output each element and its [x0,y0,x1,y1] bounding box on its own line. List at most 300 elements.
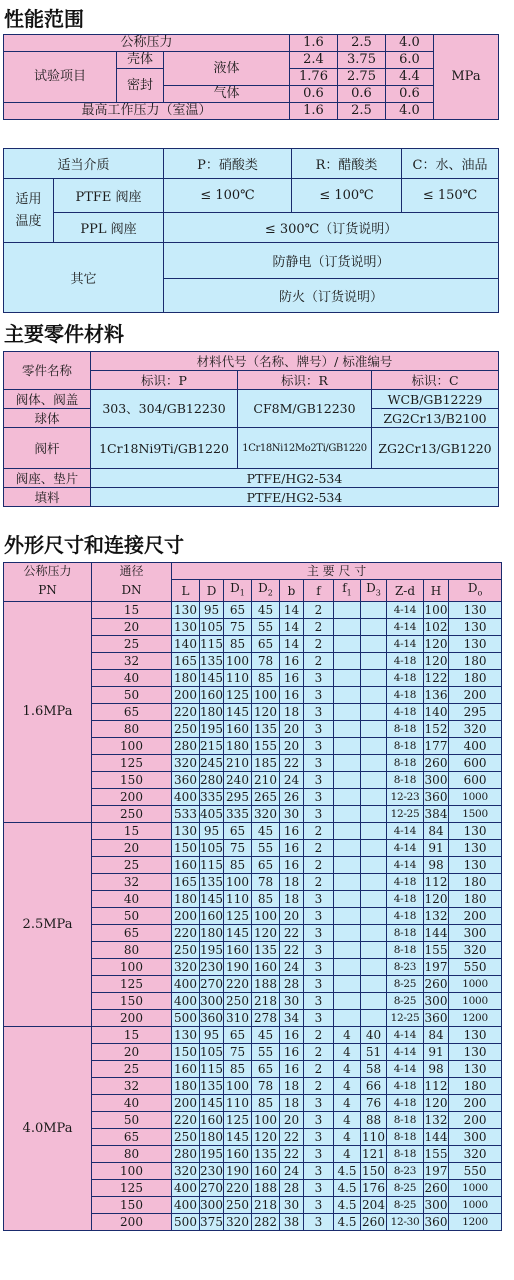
dim-cell: 4-18 [387,1095,424,1112]
dim-cell: 180 [172,891,200,908]
dim-cell: 145 [200,892,223,907]
dim-cell: 180 [449,1078,502,1095]
dim-cell: 300 [200,994,223,1009]
dim-cell: 2 [304,619,334,636]
dim-cell: 190 [224,1163,252,1180]
dim-cell: 105 [200,841,223,856]
dim-cell: 600 [449,755,502,772]
dim-cell: 14 [280,636,304,653]
pn-group-label: 4.0MPa [4,1027,92,1231]
dim-cell: 405 [200,807,223,822]
dim-cell [361,976,387,993]
dim-cell: 122 [424,671,448,686]
dim-cell: 195 [200,1147,223,1162]
dim-cell: 3 [304,1146,334,1163]
dn-cell: 40 [92,1095,172,1112]
dim-cell: 85 [252,1095,280,1112]
dim-cell: 16 [280,840,304,857]
dim-cell: 245 [200,756,223,771]
dim-cell: 375 [200,1215,223,1230]
dim-cell: 197 [424,960,448,975]
dim-cell: 100 [224,874,252,891]
dim-cell: 2 [304,602,334,619]
dim-cell: 160 [200,1113,223,1128]
dn-cell: 100 [92,738,172,755]
dim-col-header: b [280,580,304,602]
dn-cell: 25 [92,636,172,653]
dim-cell: 218 [252,993,280,1010]
dim-cell: 4 [334,1095,361,1112]
dim-cell: 18 [280,1078,304,1095]
dim-cell: 65 [224,1027,252,1044]
dim-cell: 200 [172,687,200,704]
dim-cell: 75 [224,840,252,857]
dim-cell: 195 [200,722,223,737]
dim-cell: 120 [252,704,280,721]
dim-cell: 78 [252,1078,280,1095]
dim-cell [361,687,387,704]
dim-cell [334,619,361,636]
dim-cell: 3 [304,1129,334,1146]
dim-cell: 270 [200,1181,223,1196]
dim-cell: 1000 [449,1197,502,1214]
dn-cell: 20 [92,619,172,636]
dim-cell [334,653,361,670]
dim-cell: 121 [362,1147,385,1162]
dim-cell: 8-18 [387,772,424,789]
antistatic-note: 防静电（订货说明） [164,243,499,279]
dim-cell: 34 [280,1010,304,1027]
dim-cell: 85 [224,636,252,653]
dim-cell: 180 [172,1078,200,1095]
dim-cell: 100 [224,653,252,670]
materials-table [3,351,499,507]
dim-cell: 26 [280,789,304,806]
dim-cell: 180 [224,738,252,755]
dim-cell: 85 [252,670,280,687]
dim-cell: 16 [280,670,304,687]
seat-gasket-label: 阀座、垫片 [4,469,91,488]
dim-cell: 18 [280,874,304,891]
dn-cell: 65 [92,1129,172,1146]
dim-cell: 3 [304,1197,334,1214]
dim-cell: 2 [304,1044,334,1061]
dim-cell: 88 [361,1112,387,1129]
dim-cell: 4-14 [387,1027,424,1044]
dim-cell: 4 [334,1044,361,1061]
dim-cell: 28 [280,1180,304,1197]
dim-cell: 65 [252,857,280,874]
dim-cell: 220 [172,1112,200,1129]
ppl-temp: ≤ 300℃（订货说明） [164,213,499,243]
dim-cell: 28 [280,976,304,993]
dim-cell: 200 [172,908,200,925]
dim-cell: 140 [172,636,200,653]
dim-cell: 78 [252,874,280,891]
dim-cell: 91 [424,840,449,857]
dim-cell: 130 [172,619,200,636]
dim-cell: 360 [172,772,200,789]
dim-cell: 105 [200,1045,223,1060]
dim-cell: 3 [304,755,334,772]
stem-material-r: 1Cr18Ni12Mo2Ti/GB1220 [238,428,372,469]
dim-cell: 180 [449,670,502,687]
dim-cell: 3 [304,789,334,806]
dim-cell: 120 [424,637,448,652]
dim-cell: 4 [334,1027,361,1044]
dn-cell: 15 [92,823,172,840]
dim-cell: 4-18 [387,670,424,687]
dim-col-header: L [172,580,200,602]
dim-cell: 155 [252,738,280,755]
dim-cell: 3 [304,1095,334,1112]
medium-r: R：醋酸类 [292,149,402,179]
dim-cell: 280 [200,773,223,788]
dim-col-header: $D_3$ [361,580,387,602]
stem-label: 阀杆 [4,428,91,469]
dim-cell: 4-18 [387,891,424,908]
dim-cell: 3 [304,1214,334,1231]
dn-cell: 50 [92,908,172,925]
dim-cell: 58 [361,1061,387,1078]
body-material-c2: ZG2Cr13/B2100 [372,409,499,428]
dim-cell: 230 [200,960,223,975]
dn-cell: 15 [92,602,172,619]
nominal-pressure-label: 公称压力 [4,35,290,52]
dim-cell: 3 [304,670,334,687]
dim-cell [334,891,361,908]
dim-cell: 130 [449,1044,502,1061]
dim-cell: 3 [304,976,334,993]
dim-cell: 4-14 [387,619,424,636]
dn-subheader: DN [92,580,172,602]
dim-cell: 2 [304,823,334,840]
dim-cell [334,721,361,738]
stem-material-c: ZG2Cr13/GB1220 [372,428,499,469]
dim-cell: 16 [280,1061,304,1078]
dim-cell: 4.5 [334,1197,361,1214]
dim-cell: 160 [224,942,252,959]
dim-cell: 24 [280,772,304,789]
dim-cell: 4-14 [387,840,424,857]
dim-cell: 125 [224,908,252,925]
fireproof-note: 防火（订货说明） [164,279,499,313]
table-row [4,823,502,840]
dim-cell [361,636,387,653]
dim-cell: 3 [304,1010,334,1027]
dim-cell: 4-14 [387,1061,424,1078]
dim-cell: 220 [172,704,200,721]
dim-cell: 300 [424,994,448,1009]
dim-cell: 2 [304,653,334,670]
dn-cell: 32 [92,1078,172,1095]
body-material-p: 303、304/GB12230 [91,390,238,428]
dn-cell: 65 [92,925,172,942]
dim-cell: 75 [224,1044,252,1061]
seal-label: 密封 [117,69,164,103]
table-row [4,1027,502,1044]
dim-cell: 260 [424,756,448,771]
dim-cell: 95 [200,823,224,840]
dim-col-header: f [304,580,334,602]
dimensions-table [3,562,502,1231]
dim-cell [361,721,387,738]
dim-cell: 1000 [449,789,502,806]
dn-cell: 150 [92,1197,172,1214]
seat-material: PTFE/HG2-534 [91,469,499,488]
dim-cell: 4-18 [387,653,424,670]
dim-cell: 400 [172,1197,200,1214]
dim-cell [361,959,387,976]
dim-cell: 1000 [449,993,502,1010]
dim-cell [361,670,387,687]
dim-cell: 160 [252,1163,280,1180]
dim-cell: 200 [449,1095,502,1112]
dim-cell: 30 [280,806,304,823]
dim-cell: 220 [172,925,200,942]
medium-label: 适当介质 [4,149,164,179]
shell-label: 壳体 [117,52,164,69]
dim-cell: 112 [424,875,448,890]
dim-cell [334,976,361,993]
dim-cell: 220 [224,1180,252,1197]
dim-cell: 115 [200,637,223,652]
dim-cell: 8-25 [387,993,424,1010]
dim-cell: 320 [449,1146,502,1163]
dim-cell: 2 [304,857,334,874]
dim-cell: 55 [252,619,280,636]
dim-cell: 4-18 [387,687,424,704]
ptfe-temp-p: ≤ 100℃ [164,179,292,213]
dim-cell: 20 [280,1112,304,1129]
dim-cell: 155 [424,1147,448,1162]
dim-cell: 250 [172,942,200,959]
dim-cell: 84 [424,1027,449,1044]
dim-cell: 16 [280,823,304,840]
dn-cell: 200 [92,1214,172,1231]
dim-cell: 14 [280,619,304,636]
dim-cell: 130 [449,1061,502,1078]
dim-cell: 260 [424,1181,448,1196]
dim-cell: 260 [424,977,448,992]
dim-cell: 260 [362,1215,385,1230]
dim-cell [334,993,361,1010]
dim-cell: 130 [172,823,200,840]
dim-cell: 40 [361,1027,387,1044]
dim-cell: 95 [200,1027,224,1044]
dim-cell: 8-25 [387,1197,424,1214]
dim-cell: 20 [280,908,304,925]
dim-cell: 3 [304,738,334,755]
section-title-performance: 性能范围 [4,7,84,31]
dim-cell: 250 [172,721,200,738]
dim-cell: 4-14 [387,1044,424,1061]
dim-cell: 30 [280,993,304,1010]
dim-cell: 400 [172,1180,200,1197]
dim-cell: 600 [449,772,502,789]
dim-cell: 12-23 [387,789,424,806]
dim-cell: 130 [172,1027,200,1044]
performance-table: 公称压力 1.6 2.5 4.0 MPa 试验项目 壳体 液体 2.4 3.75 6.0 密封 1.76 2.75 4.4 气体 0.6 0.6 0.6 最高工作压力（室温） 1.6 2.5 4.0 [3,34,499,120]
dim-cell [334,789,361,806]
dim-cell: 4 [334,1078,361,1095]
dim-cell: 300 [200,1198,223,1213]
dim-cell [361,789,387,806]
dim-cell: 4-18 [387,874,424,891]
dim-cell: 125 [224,687,252,704]
dim-cell: 4 [334,1061,361,1078]
dim-cell: 4-18 [387,1078,424,1095]
medium-temperature-table [3,148,499,313]
dim-cell: 360 [200,1011,223,1026]
dim-cell [334,857,361,874]
dim-cell [334,959,361,976]
part-name-header: 零件名称 [4,352,91,390]
dim-cell: 218 [252,1197,280,1214]
dim-cell: 4-14 [387,857,424,874]
dim-cell: 8-18 [387,1146,424,1163]
dn-cell: 25 [92,1061,172,1078]
dim-cell: 145 [224,925,252,942]
pressure-unit: MPa [434,35,499,120]
dim-cell [361,874,387,891]
dim-cell [334,1010,361,1027]
dim-cell: 144 [424,926,448,941]
dim-cell: 3 [304,959,334,976]
medium-p: P：硝酸类 [164,149,292,179]
dim-cell: 200 [172,1095,200,1112]
dn-cell: 25 [92,857,172,874]
dim-cell: 180 [200,1130,223,1145]
dn-cell: 32 [92,874,172,891]
dn-cell: 100 [92,959,172,976]
dim-cell [334,738,361,755]
dim-cell: 145 [224,1129,252,1146]
dim-cell: 4-18 [387,704,424,721]
dim-cell: 84 [424,823,449,840]
dim-cell: 278 [252,1010,280,1027]
dim-cell: 95 [200,602,224,619]
dim-cell: 4-18 [387,908,424,925]
dim-cell: 85 [252,891,280,908]
dim-cell: 165 [172,874,200,891]
dim-cell: 30 [280,1197,304,1214]
test-item-label: 试验项目 [4,52,117,103]
dim-cell [334,823,361,840]
dim-cell: 45 [252,1027,280,1044]
dim-cell: 135 [252,1146,280,1163]
dim-cell: 3 [304,993,334,1010]
dim-cell: 177 [424,739,448,754]
dim-cell: 16 [280,1027,304,1044]
dim-cell: 76 [361,1095,387,1112]
dim-cell [361,1010,387,1027]
dim-cell: 110 [224,1095,252,1112]
dim-cell: 2 [304,840,334,857]
section-title-dimensions: 外形尺寸和连接尺寸 [4,533,184,557]
dim-cell: 125 [224,1112,252,1129]
dim-cell: 3 [304,806,334,823]
ptfe-temp-r: ≤ 100℃ [292,179,402,213]
dim-cell [334,942,361,959]
main-dims-header: 主 要 尺 寸 [172,563,502,580]
dim-cell: 20 [280,721,304,738]
dim-cell [361,823,387,840]
dim-cell: 320 [172,755,200,772]
dim-cell: 135 [252,721,280,738]
dim-cell: 130 [449,619,502,636]
dim-cell: 22 [280,1146,304,1163]
dim-cell: 533 [172,806,200,823]
dim-cell [361,619,387,636]
dim-cell: 135 [252,942,280,959]
dim-cell: 132 [424,1113,448,1128]
dim-cell: 400 [172,976,200,993]
dim-col-header: $D_1$ [224,580,252,602]
dim-cell: 12-25 [387,1010,424,1027]
dim-cell: 8-25 [387,976,424,993]
dim-cell: 3 [304,687,334,704]
dn-cell: 125 [92,1180,172,1197]
dim-cell: 2 [304,1027,334,1044]
dim-cell [334,840,361,857]
dim-cell: 130 [449,636,502,653]
dim-cell [334,806,361,823]
dim-cell [361,704,387,721]
dim-cell: 98 [424,1061,449,1078]
dim-cell: 200 [449,687,502,704]
dim-cell: 320 [449,721,502,738]
dim-cell: 335 [200,790,223,805]
dim-cell: 3 [304,1112,334,1129]
dim-cell: 55 [252,840,280,857]
dn-cell: 40 [92,891,172,908]
ptfe-seat-label: PTFE 阀座 [54,179,164,213]
dim-cell: 320 [252,806,280,823]
dim-cell: 320 [449,942,502,959]
dim-cell: 135 [200,875,223,890]
dim-cell: 176 [362,1181,385,1196]
dim-cell: 3 [304,772,334,789]
dim-cell: 215 [200,739,223,754]
dim-cell: 360 [424,790,448,805]
dim-cell: 1200 [449,1010,502,1027]
dim-cell: 400 [449,738,502,755]
dim-cell: 45 [252,602,280,619]
dim-cell: 16 [280,857,304,874]
dim-cell: 2 [304,1061,334,1078]
medium-c: C：水、油品 [402,149,499,179]
dim-cell: 2 [304,874,334,891]
dn-cell: 20 [92,840,172,857]
dim-cell: 110 [224,891,252,908]
dim-cell: 140 [424,705,448,720]
dim-cell: 85 [224,1061,252,1078]
dim-cell [361,942,387,959]
ptfe-temp-c: ≤ 150℃ [402,179,499,213]
dim-cell: 45 [252,823,280,840]
dim-cell: 300 [449,925,502,942]
dim-cell: 65 [224,602,252,619]
dim-cell: 155 [424,943,448,958]
dim-cell: 130 [449,857,502,874]
dim-cell: 120 [252,925,280,942]
dim-cell: 300 [424,773,448,788]
dn-cell: 250 [92,806,172,823]
dim-cell [361,806,387,823]
dn-cell: 125 [92,755,172,772]
dim-cell: 1000 [449,976,502,993]
